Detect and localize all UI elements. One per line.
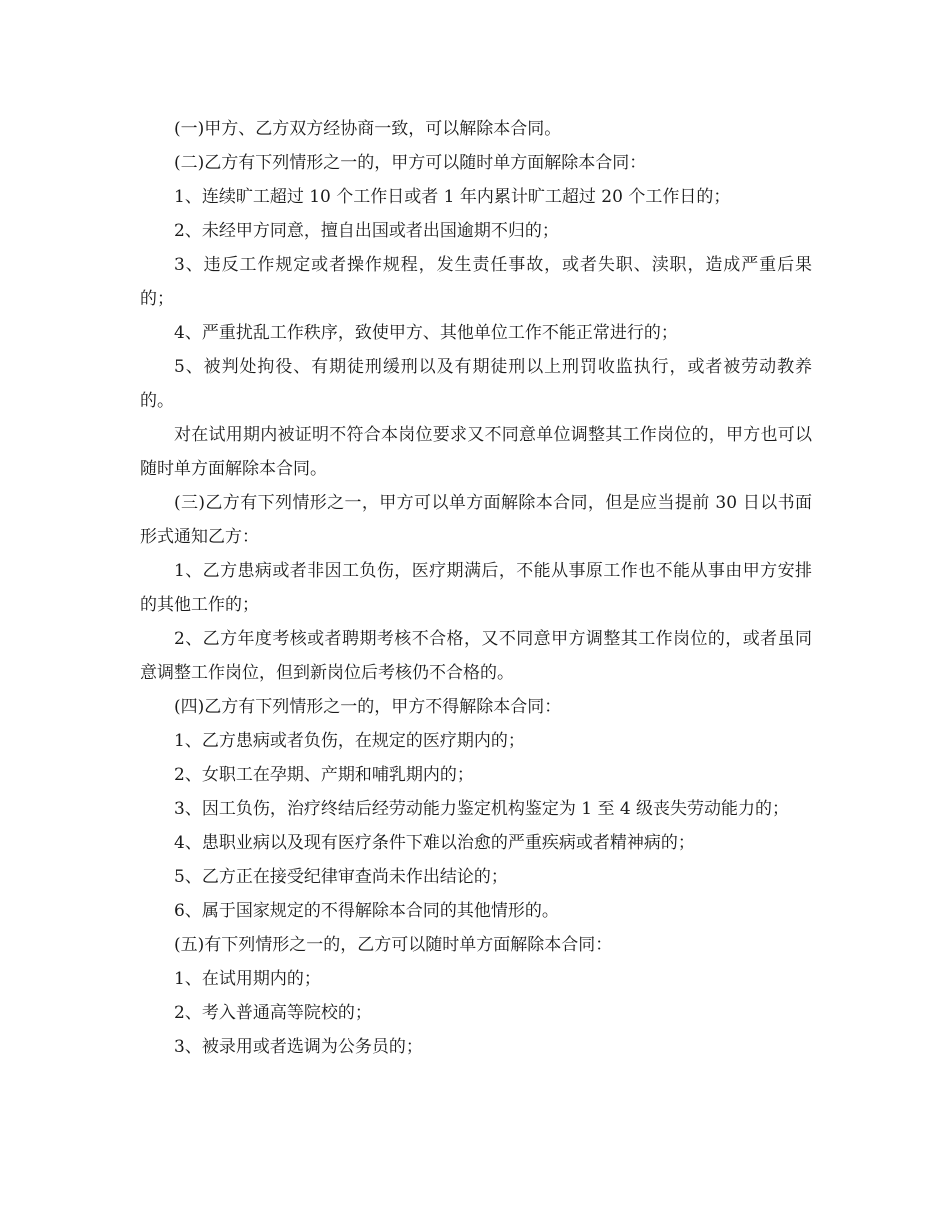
clause-5-item-3: 3、被录用或者选调为公务员的；	[174, 1037, 423, 1057]
clause-2-item-1: 1、连续旷工超过 10 个工作日或者 1 年内累计旷工超过 20 个工作日的；	[174, 187, 731, 207]
clause-2-item-5: 5、被判处拘役、有期徒刑缓刑以及有期徒刑以上刑罚收监执行，或者被劳动教养的。	[140, 357, 812, 411]
clause-3-item-1: 1、乙方患病或者非因工负伤，医疗期满后，不能从事原工作也不能从事由甲方安排的其他工作的；	[140, 561, 812, 615]
clause-2-item-2: 2、未经甲方同意，擅自出国或者出国逾期不归的；	[174, 221, 559, 241]
clause-2-item-4: 4、严重扰乱工作秩序，致使甲方、其他单位工作不能正常进行的；	[174, 323, 678, 343]
clause-3-heading: (三)乙方有下列情形之一，甲方可以单方面解除本合同，但是应当提前 30 日以书面形式通知乙方：	[140, 493, 812, 547]
clause-4-item-2: 2、女职工在孕期、产期和哺乳期内的；	[174, 765, 474, 785]
clause-4-heading: (四)乙方有下列情形之一的，甲方不得解除本合同：	[174, 697, 562, 717]
clause-3-item-2: 2、乙方年度考核或者聘期考核不合格，又不同意甲方调整其工作岗位的，或者虽同意调整工作岗位，但到新岗位后考核仍不合格的。	[140, 629, 812, 683]
clause-4-item-1: 1、乙方患病或者负伤，在规定的医疗期内的；	[174, 731, 525, 751]
document-body	[140, 112, 812, 1064]
clause-1-paragraph: (一)甲方、乙方双方经协商一致，可以解除本合同。	[174, 119, 562, 139]
clause-2-trial-note: 对在试用期内被证明不符合本岗位要求又不同意单位调整其工作岗位的，甲方也可以随时单方面解除本合同。	[140, 425, 812, 479]
clause-4-item-6: 6、属于国家规定的不得解除本合同的其他情形的。	[174, 901, 559, 921]
clause-2-heading: (二)乙方有下列情形之一的，甲方可以随时单方面解除本合同：	[174, 153, 647, 173]
clause-4-item-5: 5、乙方正在接受纪律审查尚未作出结论的；	[174, 867, 508, 887]
clause-5-item-2: 2、考入普通高等院校的；	[174, 1003, 372, 1023]
clause-4-item-4: 4、患职业病以及现有医疗条件下难以治愈的严重疾病或者精神病的；	[174, 833, 695, 853]
clause-2-item-3: 3、违反工作规定或者操作规程，发生责任事故，或者失职、渎职，造成严重后果的；	[140, 255, 812, 309]
clause-5-item-1: 1、在试用期内的；	[174, 969, 321, 989]
clause-4-item-3: 3、因工负伤，治疗终结后经劳动能力鉴定机构鉴定为 1 至 4 级丧失劳动能力的；	[174, 799, 790, 819]
clause-5-heading: (五)有下列情形之一的，乙方可以随时单方面解除本合同：	[174, 935, 613, 955]
